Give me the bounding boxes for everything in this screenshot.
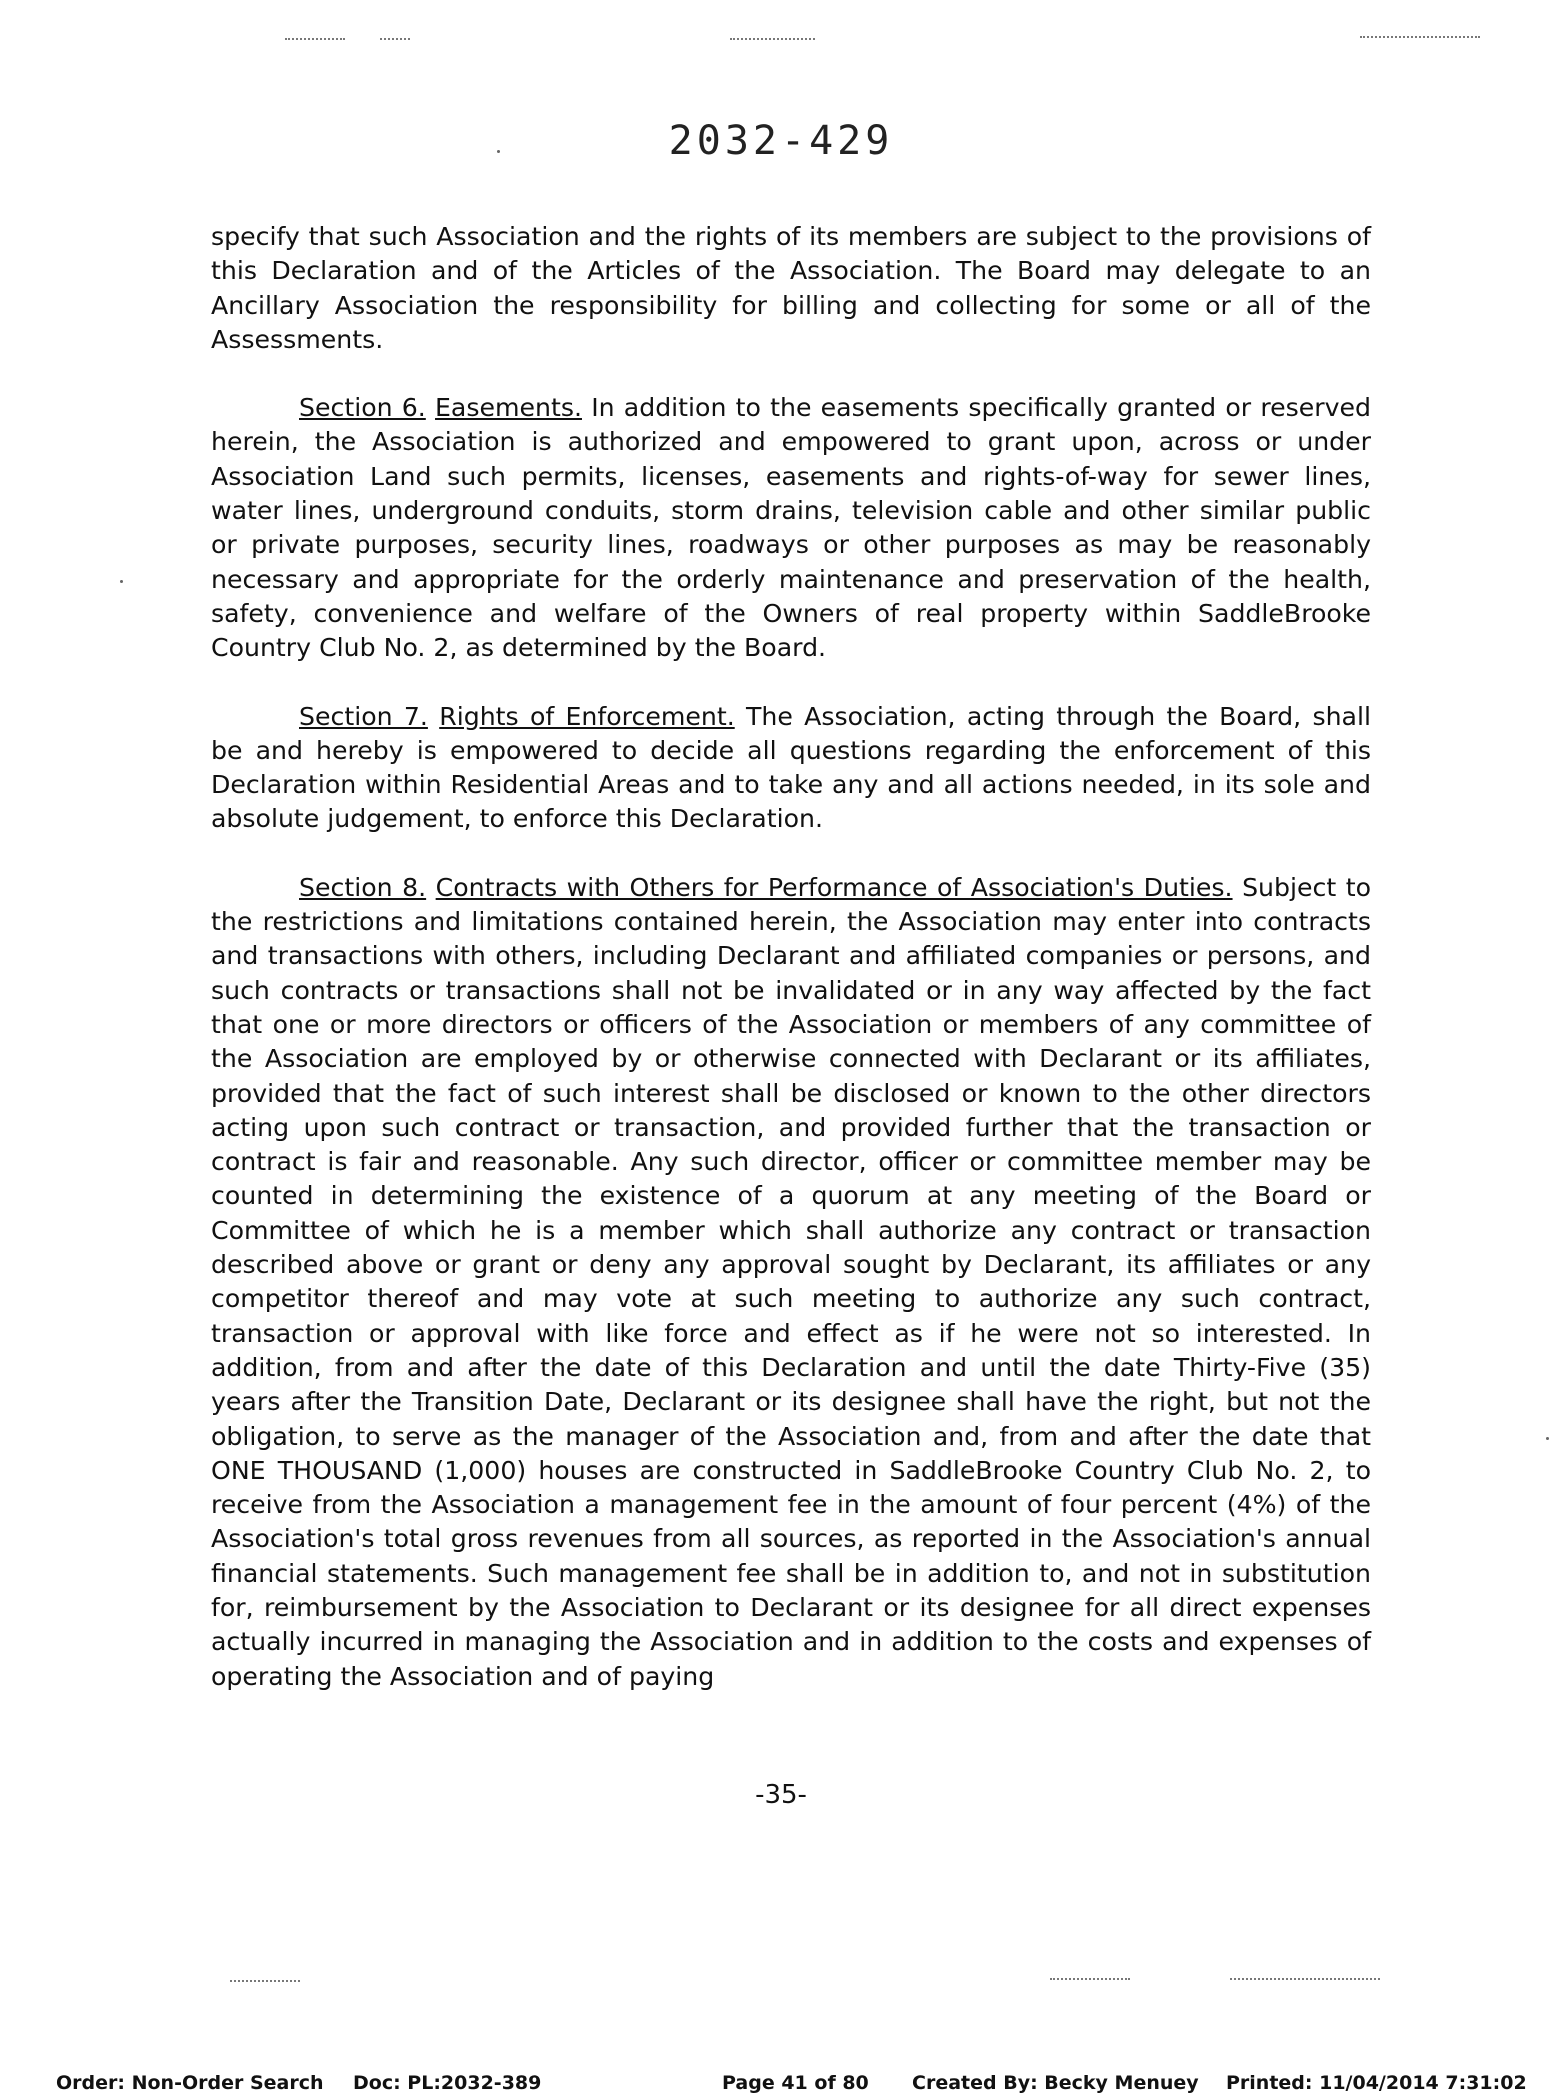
paragraph-continuation: specify that such Association and the rights of its members are subject to the provisions of this Declaration and of the Articles of the Association. The Board may delegate to an Ancillary Association the responsibility for billing and collecting for some or all of the Assessments. [211,222,1371,354]
section-8-title: Contracts with Others for Performance of Association's Duties. [435,872,1233,902]
section-6-number: Section 6. [299,393,426,423]
section-8-text: Subject to the restrictions and limitations contained herein, the Association may enter into contracts and transactions with others, including Declarant and affiliated companies or persons, and such contracts or transactions shall not be invalidated or in any way affected by the fact that one or more directors or officers of the Association or members of any committee of the Association are employed by or otherwise connected with Declarant or its affiliates, provided that the fact of such interest shall be disclosed or known to the other directors acting upon such contract or transaction, and provided further that the transaction or contract is fair and reasonable. Any such director, officer or committee member may be counted in determining the existence of a quorum at any meeting of the Board or Committee of which he is a member which shall authorize any contract or transaction described above or grant or deny any approval sought by Declarant, its affiliates or any competitor thereof and may vote at such meeting to authorize any such contract, transaction or approval with like force and effect as if he were not so interested. In addition, from and after the date of this Declaration and until the date Thirty-Five (35) years after the Transition Date, Declarant or its designee shall have the right, but not the obligation, to serve as the manager of the Association and, from and after the date that ONE THOUSAND (1,000) houses are constructed in SaddleBrooke Country Club No. 2, to receive from the Association a management fee in the amount of four percent (4%) of the Association's total gross revenues from all sources, as reported in the Association's annual financial statements. Such management fee shall be in addition to, and not in substitution for, reimbursement by the Association to Declarant or its designee for all direct expenses actually incurred in managing the Association and in addition to the costs and expenses of operating the Association and of paying [211,872,1372,1691]
scan-mark [230,1980,300,1982]
scan-mark [1050,1978,1130,1980]
footer-printed: Printed: 11/04/2014 7:31:02 [1226,2072,1527,2094]
section-6-text: In addition to the easements specifically granted or reserved herein, the Association is authorized and empowered to grant upon, across or under Association Land such permits, licenses, easements and rights-of-way for sewer lines, water lines, underground conduits, storm drains, television cable and other similar public or private purposes, security lines, roadways or other purposes as may be reasonably necessary and appropriate for the orderly maintenance and preservation of the health, safety, convenience and welfare of the Owners of real property within SaddleBrooke Country Club No. 2, as determined by the Board. [211,393,1371,663]
scan-mark [285,38,345,40]
scan-mark [1360,36,1480,38]
section-6-title: Easements. [435,393,582,423]
section-6-paragraph [211,391,1371,665]
footer-order: Order: Non-Order Search [56,2072,324,2094]
footer-doc: Doc: PL:2032-389 [353,2072,542,2094]
scan-mark [730,38,815,40]
footer-page: Page 41 of 80 [722,2072,869,2094]
scan-speck [120,580,123,583]
section-7-text: The Association, acting through the Board, shall be and hereby is empowered to decide all questions regarding the enforcement of this Declaration within Residential Areas and to take any and all actions needed, in its sole and absolute judgement, to enforce this Declaration. [211,701,1371,834]
page-number: -35- [755,1780,807,1810]
scan-mark [1230,1978,1380,1980]
section-7-paragraph [211,700,1371,837]
scan-speck [1546,1437,1549,1440]
scan-mark [380,38,410,40]
section-7-title: Rights of Enforcement. [439,701,735,731]
document-body [211,220,1371,1728]
section-7-number: Section 7. [299,701,428,731]
print-footer [0,2072,1562,2096]
section-8-number: Section 8. [299,872,427,902]
footer-created-by: Created By: Becky Menuey [912,2072,1199,2094]
document-number: 2032-429 [668,118,894,164]
section-8-paragraph [211,871,1371,1694]
